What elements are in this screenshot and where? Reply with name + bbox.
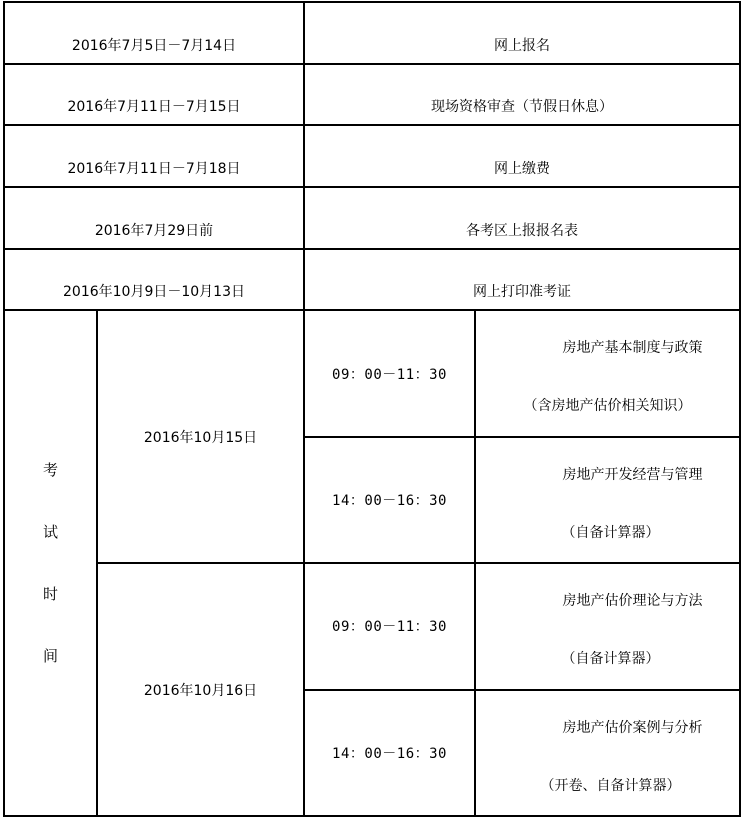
schedule-date: 2016年7月11日－7月15日 bbox=[67, 99, 241, 116]
subject-name: 房地产估价理论与方法 bbox=[562, 593, 703, 610]
session-time-text: 09：00－11：30 bbox=[332, 366, 447, 383]
exam-date: 2016年10月16日 bbox=[143, 682, 258, 699]
subject-name: 房地产估价案例与分析 bbox=[562, 719, 703, 736]
schedule-row bbox=[4, 64, 740, 126]
schedule-date-cell bbox=[4, 64, 304, 126]
schedule-event-cell bbox=[304, 187, 740, 249]
subject-note: （自备计算器） bbox=[561, 524, 660, 541]
schedule-date: 2016年7月29日前 bbox=[94, 222, 214, 239]
session-time bbox=[304, 437, 475, 563]
schedule-event-cell bbox=[304, 249, 740, 311]
schedule-date-cell bbox=[4, 249, 304, 311]
label-char: 时 bbox=[42, 585, 58, 604]
exam-session-row bbox=[4, 563, 740, 689]
exam-session-row bbox=[4, 310, 740, 436]
schedule-date-cell bbox=[4, 2, 304, 64]
schedule-event: 各考区上报报名表 bbox=[466, 222, 579, 239]
exam-time-label bbox=[4, 310, 97, 816]
session-time bbox=[304, 310, 475, 436]
schedule-date-cell bbox=[4, 187, 304, 249]
session-time-text: 09：00－11：30 bbox=[332, 619, 447, 636]
schedule-event: 现场资格审查（节假日休息） bbox=[431, 99, 614, 116]
schedule-row bbox=[4, 125, 740, 187]
subject-note: （开卷、自备计算器） bbox=[540, 777, 681, 794]
label-char: 考 bbox=[42, 461, 58, 480]
session-time-text: 14：00－16：30 bbox=[332, 492, 447, 509]
label-char: 试 bbox=[42, 523, 58, 542]
schedule-event: 网上缴费 bbox=[494, 161, 551, 178]
session-subject-cell bbox=[475, 437, 740, 563]
schedule-row bbox=[4, 187, 740, 249]
schedule-row bbox=[4, 2, 740, 64]
schedule-event: 网上报名 bbox=[494, 37, 551, 54]
schedule-row bbox=[4, 249, 740, 311]
subject-name: 房地产基本制度与政策 bbox=[562, 340, 703, 357]
schedule-event-cell bbox=[304, 125, 740, 187]
session-time bbox=[304, 690, 475, 816]
label-char: 间 bbox=[42, 647, 58, 666]
schedule-date: 2016年7月5日－7月14日 bbox=[71, 37, 237, 54]
schedule-date: 2016年7月11日－7月18日 bbox=[67, 161, 241, 178]
schedule-date: 2016年10月9日－10月13日 bbox=[63, 284, 245, 301]
session-time-text: 14：00－16：30 bbox=[332, 745, 447, 762]
session-time bbox=[304, 563, 475, 689]
session-subject-cell bbox=[475, 690, 740, 816]
schedule-date-cell bbox=[4, 125, 304, 187]
schedule-event: 网上打印准考证 bbox=[473, 284, 572, 301]
session-subject-cell bbox=[475, 310, 740, 436]
exam-day-date bbox=[97, 310, 304, 563]
exam-schedule-table bbox=[3, 1, 741, 817]
exam-day-date bbox=[97, 563, 304, 816]
exam-date: 2016年10月15日 bbox=[143, 429, 258, 446]
subject-note: （含房地产估价相关知识） bbox=[523, 398, 692, 415]
schedule-event-cell bbox=[304, 2, 740, 64]
session-subject-cell bbox=[475, 563, 740, 689]
schedule-event-cell bbox=[304, 64, 740, 126]
subject-name: 房地产开发经营与管理 bbox=[562, 466, 703, 483]
subject-note: （自备计算器） bbox=[561, 651, 660, 668]
